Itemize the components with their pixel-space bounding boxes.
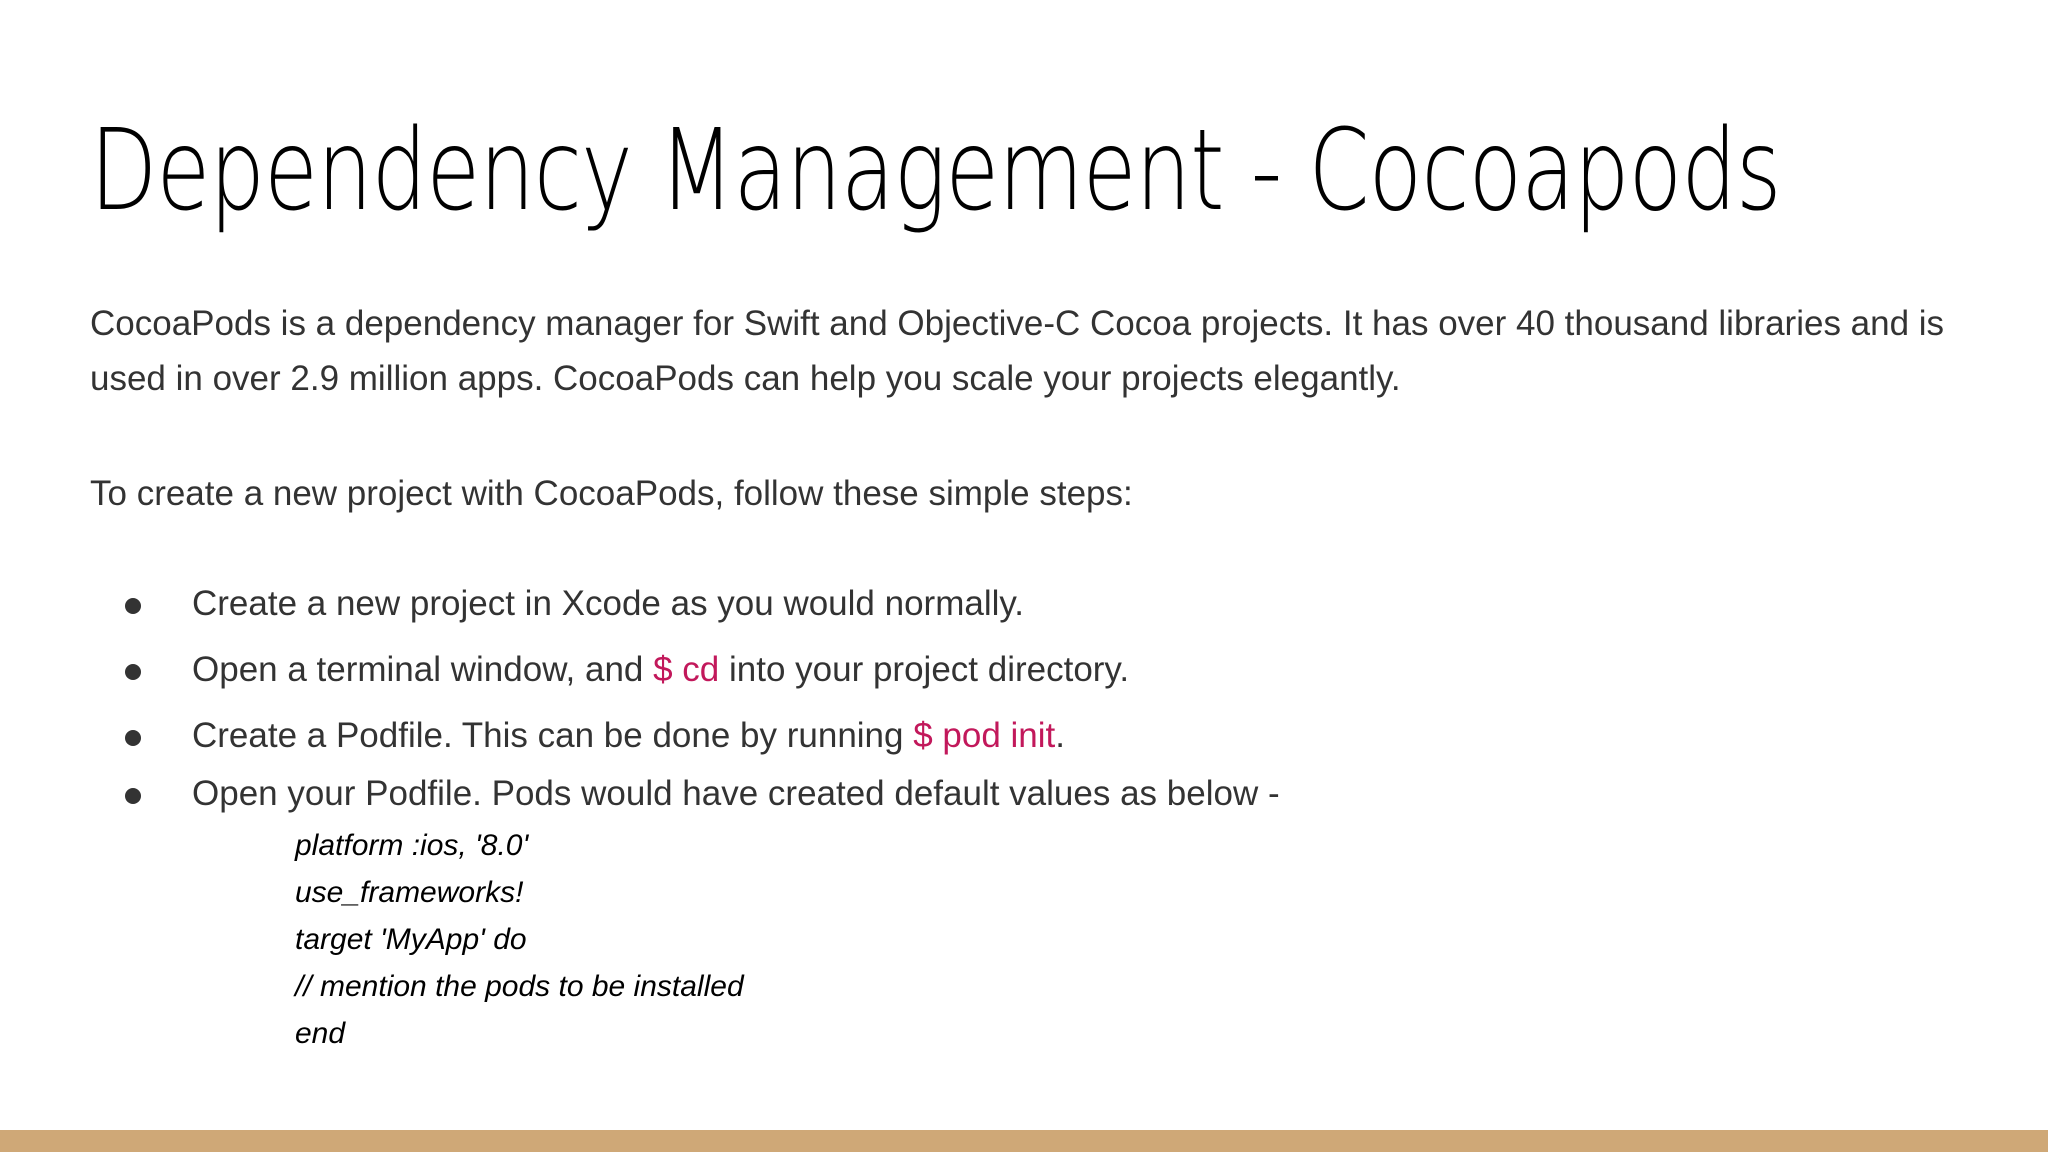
step-text-before: Open a terminal window, and: [192, 650, 654, 689]
bullet-dot-icon: [125, 730, 141, 746]
podfile-code-block: [295, 822, 744, 1057]
list-item: [90, 708, 1280, 763]
intro-paragraph: CocoaPods is a dependency manager for Swift and Objective-C Cocoa projects. It has over 40 thousand libraries and is used in over 2.9 million apps. CocoaPods can help you scale your projects elegantly.: [90, 304, 1945, 398]
code-line: end: [295, 1017, 346, 1050]
list-item: [90, 576, 1280, 631]
command-pod-init: $ pod init: [913, 716, 1056, 755]
code-line: platform :ios, '8.0': [295, 829, 529, 862]
steps-list: [90, 576, 1280, 821]
code-line: use_frameworks!: [295, 876, 524, 909]
footer-bar: [0, 1130, 2048, 1152]
list-item: [90, 642, 1280, 697]
steps-intro-paragraph: To create a new project with CocoaPods, follow these simple steps:: [90, 474, 1133, 513]
list-item: [90, 766, 1280, 821]
code-line: target 'MyApp' do: [295, 923, 527, 956]
bullet-dot-icon: [125, 664, 141, 680]
step-text-before: Create a Podfile. This can be done by running: [192, 716, 914, 755]
bullet-dot-icon: [125, 788, 141, 804]
step-text: Open your Podfile. Pods would have created default values as below -: [192, 774, 1280, 813]
step-text-after: into your project directory.: [719, 650, 1130, 689]
step-text-after: .: [1055, 716, 1066, 755]
bullet-dot-icon: [125, 598, 141, 614]
slide-title: Dependency Management - Cocoapods: [90, 106, 1781, 236]
step-text: Create a new project in Xcode as you would normally.: [192, 584, 1025, 623]
code-line: // mention the pods to be installed: [295, 970, 744, 1003]
command-cd: $ cd: [653, 650, 720, 689]
